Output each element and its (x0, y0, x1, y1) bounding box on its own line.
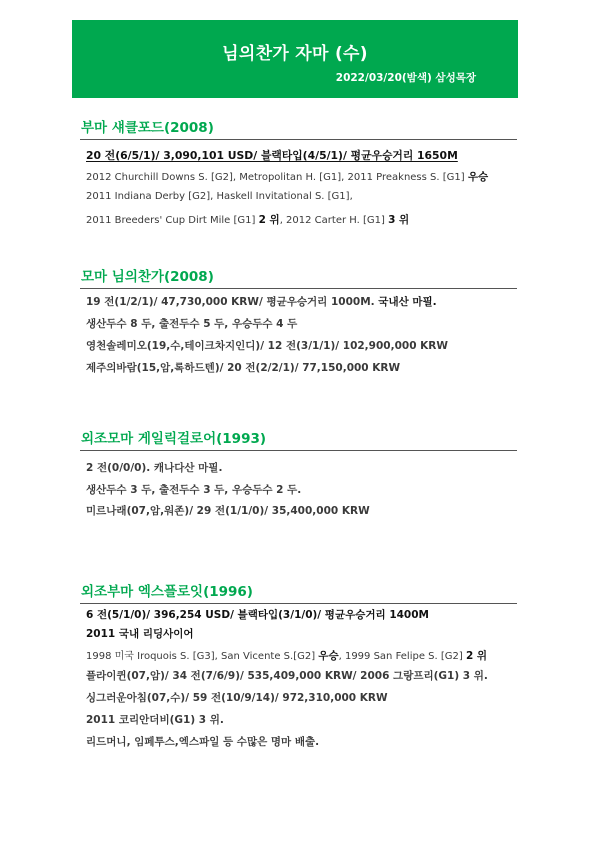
grandsire-offspring-2-note: 2011 코리안더비(G1) 3 위. (86, 714, 224, 726)
sire-wins-line (86, 169, 488, 184)
sire-placing-race-1: 2011 Breeders' Cup Dirt Mile [G1] (86, 215, 259, 226)
birth-info: 2022/03/20(밤색) 삼성목장 (335, 72, 476, 84)
sire-section (80, 116, 517, 236)
dam-section (80, 265, 517, 385)
grandsire-section (80, 580, 517, 755)
granddam-heading: 외조모마 게일릭걸로어(1993) (80, 427, 517, 451)
sire-record: 20 전(6/5/1)/ 3,090,101 USD/ 블랙타입(4/5/1)/ 평균우승거리 1650M (86, 149, 458, 162)
grandsire-heading: 외조부마 엑스플로잇(1996) (80, 580, 517, 604)
granddam-section (80, 427, 517, 522)
sire-placing-3rd: 3 위 (388, 214, 410, 226)
sire-wins-label: 우승 (467, 171, 489, 183)
dam-record: 19 전(1/2/1)/ 47,730,000 KRW/ 평균우승거리 1000M. (86, 296, 379, 308)
dam-produce-stats: 생산두수 8 두, 출전두수 5 두, 우승두수 4 두 (86, 318, 298, 330)
grandsire-race-2: , 1999 San Felipe S. [G2] (338, 651, 466, 662)
grandsire-record: 6 전(5/1/0)/ 396,254 USD/ 블랙타입(3/1/0)/ 평균우승거리 1400M (86, 609, 429, 621)
dam-offspring-1: 영천솔레미오(19,수,테이크차지인디)/ 12 전(3/1/1)/ 102,900,000 KRW (86, 340, 448, 352)
dam-record-line (86, 294, 437, 309)
sire-races-line: 2011 Indiana Derby [G2], Haskell Invitational S. [G1], (86, 191, 353, 202)
sire-heading: 부마 섀클포드(2008) (80, 116, 517, 140)
granddam-offspring: 미르나래(07,암,워존)/ 29 전(1/1/0)/ 35,400,000 KRW (86, 505, 370, 517)
grandsire-leading-sire: 2011 국내 리딩사이어 (86, 628, 194, 640)
dam-offspring-2: 제주의바람(15,암,록하드텐)/ 20 전(2/2/1)/ 77,150,000 KRW (86, 362, 401, 374)
grandsire-offspring-1: 플라이퀸(07,암)/ 34 전(7/6/9)/ 535,409,000 KRW/ 2006 그랑프리(G1) 3 위. (86, 670, 488, 682)
grandsire-offspring-2: 싱그러운아침(07,수)/ 59 전(10/9/14)/ 972,310,000 KRW (86, 692, 388, 704)
sire-placing-race-2: , 2012 Carter H. [G1] (279, 215, 389, 226)
grandsire-placing-2nd: 2 위 (465, 650, 488, 662)
grandsire-race-1: 1998 미국 Iroquois S. [G3], San Vicente S.[G2] (86, 651, 319, 662)
dam-heading: 모마 님의찬가(2008) (80, 265, 517, 289)
sire-wins-races: 2012 Churchill Downs S. [G2], Metropolitan H. [G1], 2011 Preakness S. [G1] (86, 172, 468, 183)
title-banner (72, 20, 518, 98)
document-title: 님의찬가 자마 (수) (222, 44, 368, 64)
dam-origin: 국내산 마필. (378, 296, 437, 308)
grandsire-wins-line (86, 647, 487, 663)
grandsire-wins-label: 우승 (318, 650, 339, 662)
granddam-produce-stats: 생산두수 3 두, 출전두수 3 두, 우승두수 2 두. (86, 484, 302, 496)
grandsire-notable-progeny: 리드머니, 임페투스,엑스파일 등 수많은 명마 배출. (86, 736, 320, 748)
granddam-record: 2 전(0/0/0). 캐나다산 마필. (86, 462, 223, 474)
sire-placings-line (86, 212, 409, 227)
sire-placing-2nd: 2 위 (258, 214, 280, 226)
